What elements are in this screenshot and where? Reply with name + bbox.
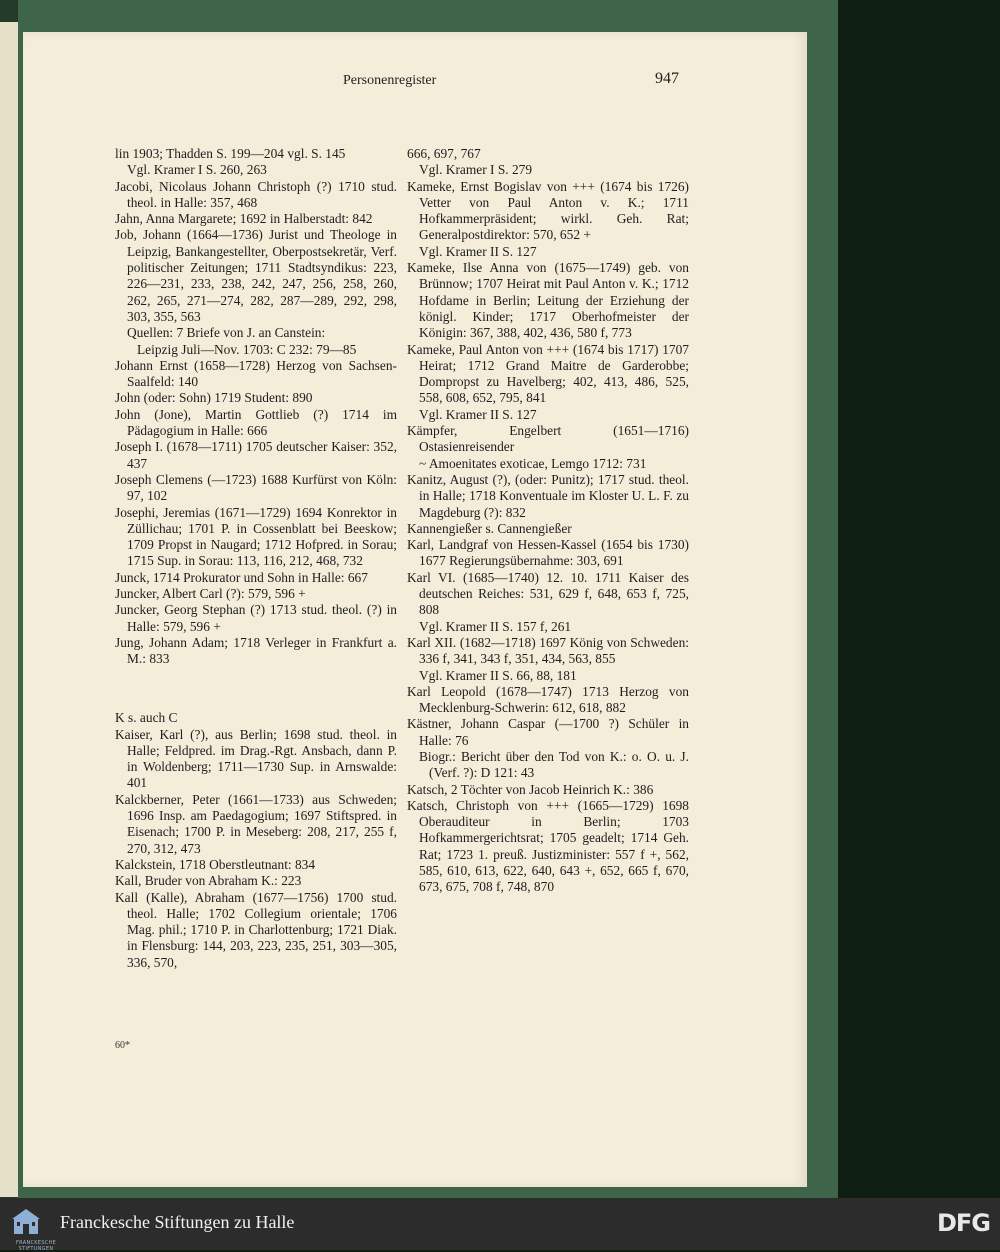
- index-entry: Katsch, Christoph von +++ (1665—1729) 1698 Oberauditeur in Berlin; 1703 Hofkammergerichtsrat; 1705 geadelt; 1714 Geh. Rat; 1723 1. preuß. Justizminister: 557 f +, 562, 585, 610, 613, 622, 640, 643 +, 652, 665 f, 670, 673, 675, 708 f, 748, 870: [407, 797, 689, 895]
- index-entry: Joseph I. (1678—1711) 1705 deutscher Kaiser: 352, 437: [115, 439, 397, 471]
- index-entry: Kameke, Paul Anton von +++ (1674 bis 1717) 1707 Heirat; 1712 Grand Maitre de Garderobbe; Dompropst zu Havelberg; 402, 413, 486, 525, 558, 608, 652, 795, 841: [407, 341, 689, 406]
- index-entry: lin 1903; Thadden S. 199—204 vgl. S. 145: [115, 146, 346, 161]
- index-entry: Vgl. Kramer II S. 66, 88, 181: [419, 667, 577, 683]
- index-entry: Karl VI. (1685—1740) 12. 10. 1711 Kaiser des deutschen Reiches: 531, 629 f, 648, 653 f, 725, 808: [407, 569, 689, 618]
- index-entry: Juncker, Georg Stephan (?) 1713 stud. theol. (?) in Halle: 579, 596 +: [115, 602, 397, 634]
- sheet-signature: 60*: [115, 1040, 130, 1051]
- page-header: [313, 70, 699, 93]
- index-entry: Leipzig Juli—Nov. 1703: C 232: 79—85: [137, 341, 357, 357]
- left-column: [115, 146, 397, 971]
- right-column: [407, 146, 689, 896]
- index-entry: John (Jone), Martin Gottlieb (?) 1714 im Pädagogium in Halle: 666: [115, 406, 397, 439]
- index-entry: Jahn, Anna Margarete; 1692 in Halberstadt: 842: [115, 211, 373, 227]
- index-entry: Kalckstein, 1718 Oberstleutnant: 834: [115, 856, 316, 872]
- index-entry: Karl, Landgraf von Hessen-Kassel (1654 bis 1730) 1677 Regierungsübernahme: 303, 691: [407, 537, 689, 569]
- index-entry: Jung, Johann Adam; 1718 Verleger in Frankfurt a. M.: 833: [115, 634, 397, 667]
- index-entry: Kaiser, Karl (?), aus Berlin; 1698 stud. theol. in Halle; Feldpred. im Drag.-Rgt. Ansbach, dann P. in Woldenberg; 1711—1730 Sup. in Arnswalde: 401: [115, 726, 397, 791]
- index-entry: K s. auch C: [115, 710, 178, 726]
- index-entry: Johann Ernst (1658—1728) Herzog von Sachsen-Saalfeld: 140: [115, 357, 397, 390]
- section-gap: [115, 681, 397, 697]
- index-entry: Kanitz, August (?), (oder: Punitz); 1717 stud. theol. in Halle; 1718 Konventuale im Kloster U. L. F. zu Magdeburg (?): 832: [407, 471, 689, 520]
- viewer-footer-bar: [0, 1198, 1000, 1250]
- index-entry: Kameke, Ernst Bogislav von +++ (1674 bis 1726) Vetter von Paul Anton v. K.; 1711 Hofkammerpräsident; wirkl. Geh. Rat; Generalpostdirektor: 570, 652 +: [407, 178, 689, 243]
- index-entry: Katsch, 2 Töchter von Jacob Heinrich K.: 386: [407, 781, 654, 797]
- index-entry: Kalckberner, Peter (1661—1733) aus Schweden; 1696 Insp. am Paedagogium; 1697 Stiftspred. in Eisenach; 1700 P. in Meseberg: 208, 217, 255 f, 270, 312, 473: [115, 791, 397, 856]
- index-entry: Kameke, Ilse Anna von (1675—1749) geb. von Brünnow; 1707 Heirat mit Paul Anton v. K.; 1712 Hofdame in Berlin; Leitung der Erziehung der königl. Kinder; 1717 Oberhofmeister der Königin: 367, 388, 402, 436, 580 f, 773: [407, 260, 689, 341]
- index-entry: Karl XII. (1682—1718) 1697 König von Schweden: 336 f, 341, 343 f, 351, 434, 563, 855: [407, 634, 689, 667]
- index-entry: Josephi, Jeremias (1671—1729) 1694 Konrektor in Züllichau; 1701 P. in Cossenblatt bei Beeskow; 1709 Propst in Naugard; 1712 Hofpred. in Sorau; 1715 Sup. in Sorau: 113, 116, 212, 468, 732: [115, 504, 397, 569]
- index-entry: Jacobi, Nicolaus Johann Christoph (?) 1710 stud. theol. in Halle: 357, 468: [115, 178, 397, 210]
- index-entry: Vgl. Kramer I S. 260, 263: [127, 162, 267, 178]
- index-entry: Juncker, Albert Carl (?): 579, 596 +: [115, 586, 306, 602]
- index-entry: Junck, 1714 Prokurator und Sohn in Halle: 667: [115, 569, 368, 585]
- index-entry: ~ Amoenitates exoticae, Lemgo 1712: 731: [419, 455, 647, 471]
- index-entry: Vgl. Kramer I S. 279: [419, 162, 533, 178]
- running-title: Personenregister: [343, 73, 437, 88]
- index-entry: Kall, Bruder von Abraham K.: 223: [115, 873, 302, 889]
- index-entry: Kämpfer, Engelbert (1651—1716) Ostasienreisender: [407, 423, 689, 455]
- index-entry: Vgl. Kramer II S. 127: [419, 243, 537, 259]
- index-entry: Kannengießer s. Cannengießer: [407, 520, 572, 536]
- index-entry: Job, Johann (1664—1736) Jurist und Theologe in Leipzig, Bankangestellter, Oberpostsekretär, Verf. politischer Zeitungen; 1711 Stadtsyndikus: 223, 226—231, 233, 238, 242, 247, 256, 258, 260, 262, 265, 271—274, 282, 287—289, 292, 298, 303, 355, 563: [115, 227, 397, 324]
- index-entry: Karl Leopold (1678—1747) 1713 Herzog von Mecklenburg-Schwerin: 612, 618, 882: [407, 683, 689, 716]
- page-number: 947: [655, 70, 679, 87]
- index-entry: John (oder: Sohn) 1719 Student: 890: [115, 390, 313, 406]
- index-entry: Vgl. Kramer II S. 127: [419, 406, 537, 422]
- index-entry: Quellen: 7 Briefe von J. an Canstein:: [127, 325, 326, 341]
- logo-caption: FRANCKESCHE STIFTUNGEN: [16, 1240, 57, 1252]
- index-entry: 666, 697, 767: [407, 146, 481, 161]
- index-entry: Joseph Clemens (—1723) 1688 Kurfürst von Köln: 97, 102: [115, 471, 397, 504]
- dfg-logo[interactable]: DFG: [936, 1209, 990, 1237]
- index-entry: Kall (Kalle), Abraham (1677—1756) 1700 stud. theol. Halle; 1702 Collegium orientale; 1706 Mag. phil.; 1710 P. in Charlottenburg; 1721 Diak. in Flensburg: 144, 203, 223, 235, 251, 303—305, 336, 570,: [115, 889, 397, 970]
- index-entry: Biogr.: Bericht über den Tod von K.: o. O. u. J. (Verf. ?): D 121: 43: [419, 748, 689, 781]
- index-entry: Kästner, Johann Caspar (—1700 ?) Schüler in Halle: 76: [407, 716, 689, 748]
- institution-name[interactable]: Franckesche Stiftungen zu Halle: [60, 1212, 295, 1232]
- building-icon: [10, 1206, 42, 1236]
- institution-logo[interactable]: [10, 1206, 57, 1252]
- index-entry: Vgl. Kramer II S. 157 f, 261: [419, 618, 572, 634]
